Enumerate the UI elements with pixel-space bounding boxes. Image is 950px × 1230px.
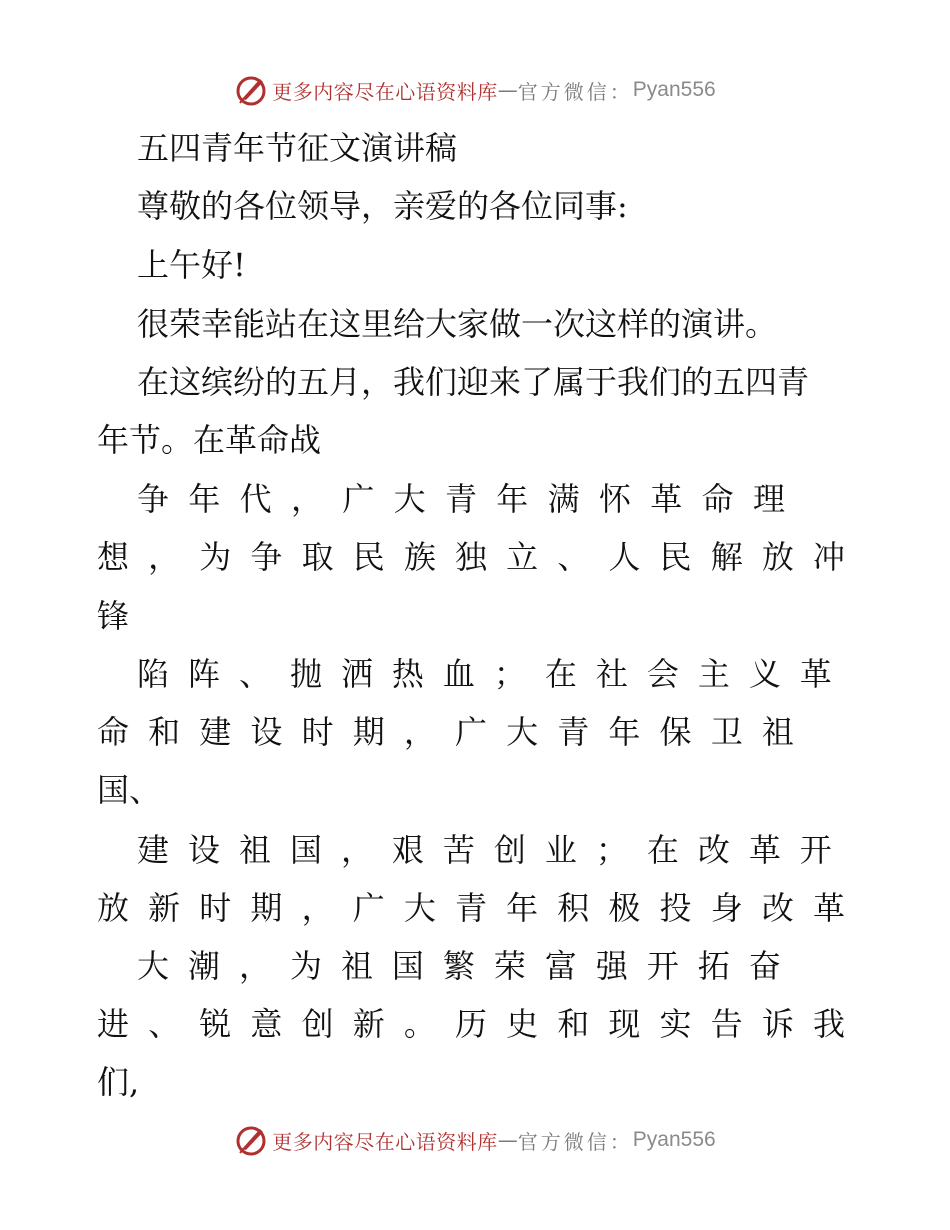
text-line-8: 国、 bbox=[97, 771, 162, 809]
paragraph-1: 很荣幸能站在这里给大家做一次这样的演讲。 bbox=[137, 305, 778, 343]
text-line-10: 放 新 时 期 ， 广 大 青 年 积 极 投 身 改 革 bbox=[97, 889, 845, 927]
quill-logo-icon bbox=[234, 73, 268, 107]
watermark-wechat-id: Pyan556 bbox=[632, 1128, 716, 1151]
text-line-11: 大 潮 ， 为 祖 国 繁 荣 富 强 开 拓 奋 bbox=[137, 947, 781, 985]
watermark-official-text: 官方微信： bbox=[517, 1129, 633, 1154]
watermark-dash: — bbox=[497, 78, 518, 102]
text-line-4: 想 ， 为 争 取 民 族 独 立 、 人 民 解 放 冲 bbox=[97, 538, 845, 576]
watermark-official-text: 官方微信： bbox=[517, 79, 633, 104]
text-line-5: 锋 bbox=[97, 597, 130, 635]
text-line-6: 陷 阵 、 抛 洒 热 血 ； 在 社 会 主 义 革 bbox=[137, 655, 832, 693]
text-line-12: 进 、 锐 意 创 新 。 历 史 和 现 实 告 诉 我 bbox=[97, 1005, 845, 1043]
quill-logo-icon bbox=[234, 1123, 268, 1157]
text-line-9: 建 设 祖 国 ， 艰 苦 创 业 ； 在 改 革 开 bbox=[137, 831, 832, 869]
watermark-dash: — bbox=[497, 1128, 518, 1152]
paragraph-2-line-1: 在这缤纷的五月，我们迎来了属于我们的五四青 bbox=[137, 363, 810, 401]
text-line-13: 们, bbox=[97, 1063, 140, 1101]
salutation: 尊敬的各位领导，亲爱的各位同事: bbox=[137, 187, 628, 225]
footer-watermark bbox=[0, 1120, 950, 1160]
text-line-7: 命 和 建 设 时 期 ， 广 大 青 年 保 卫 祖 bbox=[97, 713, 794, 751]
greeting: 上午好! bbox=[137, 246, 246, 284]
watermark-wechat-id: Pyan556 bbox=[632, 78, 716, 101]
document-title: 五四青年节征文演讲稿 bbox=[137, 129, 458, 167]
watermark-site-text: 更多内容尽在心语资料库 bbox=[272, 79, 498, 104]
watermark-site-text: 更多内容尽在心语资料库 bbox=[272, 1129, 498, 1154]
header-watermark bbox=[0, 70, 950, 110]
text-line-3: 争 年 代 ， 广 大 青 年 满 怀 革 命 理 bbox=[137, 480, 785, 518]
paragraph-2-line-2: 年节。在革命战 bbox=[97, 421, 322, 459]
